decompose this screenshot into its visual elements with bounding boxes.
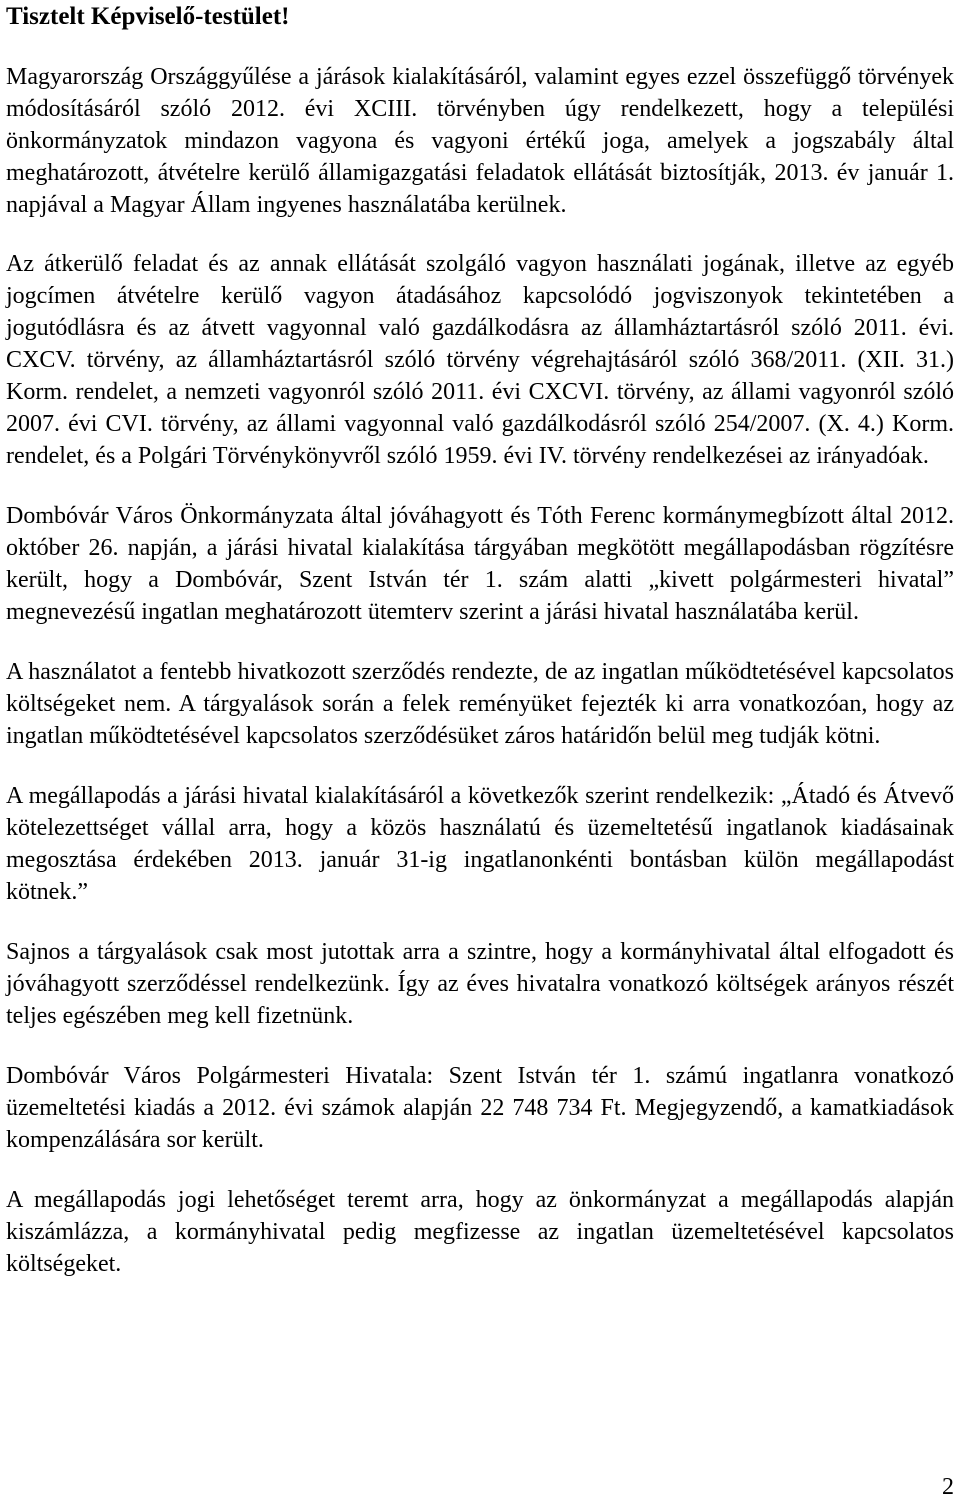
salutation-heading: Tisztelt Képviselő-testület! xyxy=(6,3,290,30)
paragraph-agreement-quote: A megállapodás a járási hivatal kialakításáról a következők szerint rendelkezik: „Átadó és Átvevő kötelezettséget vállal arra, hogy a közös használatú és üzemeltetésű ingatlanok kiadásainak megosztása érdekében 2013. január 31-ig ingatlanonkénti bontásban külön megállapodást kötnek.” xyxy=(6,783,954,905)
paragraph-negotiations: Sajnos a tárgyalások csak most jutottak arra a szintre, hogy a kormányhivatal által elfogadott és jóváhagyott szerződéssel rendelkezünk. Így az éves hivatalra vonatkozó költségek arányos részét teljes egészében meg kell fizetnünk. xyxy=(6,939,954,1029)
page-number: 2 xyxy=(942,1474,954,1500)
paragraph-jarasok-law: Magyarország Országgyűlése a járások kialakításáról, valamint egyes ezzel összefüggő törvények módosításáról szóló 2012. évi XCIII. törvényben úgy rendelkezett, hogy a települési önkormányzatok mindazon vagyona és vagyoni értékű joga, amelyek a jogszabály által meghatározott, átvételre kerülő államigazgatási feladatok ellátását biztosítják, 2013. év január 1. napjával a Magyar Állam ingyenes használatába kerülnek. xyxy=(6,64,954,218)
document-page xyxy=(6,0,954,1280)
paragraph-legal-framework: Az átkerülő feladat és az annak ellátását szolgáló vagyon használati jogának, illetve az egyéb jogcímen átvételre kerülő vagyon átadásához kapcsolódó jogviszonyok tekintetében a jogutódlásra és az átvett vagyonnal való gazdálkodásra az államháztartásról szóló 2011. évi. CXCV. törvény, az államháztartásról szóló törvény végrehajtásáról szóló 368/2011. (XII. 31.) Korm. rendelet, a nemzeti vagyonról szóló 2011. évi CXCVI. törvény, az állami vagyonról szóló 2007. évi CVI. törvény, az állami vagyonnal való gazdálkodásról szóló 254/2007. (X. 4.) Korm. rendelet, és a Polgári Törvénykönyvről szóló 1959. évi IV. törvény rendelkezései az irányadóak. xyxy=(6,251,954,469)
paragraph-agreement: Dombóvár Város Önkormányzata által jóváhagyott és Tóth Ferenc kormánymegbízott által 2012. október 26. napján, a járási hivatal kialakítása tárgyában megkötött megállapodásban rögzítésre került, hogy a Dombóvár, Szent István tér 1. szám alatti „kivett polgármesteri hivatal” megnevezésű ingatlan meghatározott ütemterv szerint a járási hivatal használatába kerül. xyxy=(6,503,954,625)
paragraph-operating-cost: Dombóvár Város Polgármesteri Hivatala: Szent István tér 1. számú ingatlanra vonatkozó üzemeltetési kiadás a 2012. évi számok alapján 22 748 734 Ft. Megjegyzendő, a kamatkiadások kompenzálására sor került. xyxy=(6,1063,954,1153)
paragraph-usage-costs: A használatot a fentebb hivatkozott szerződés rendezte, de az ingatlan működtetésével kapcsolatos költségeket nem. A tárgyalások során a felek reményüket fejezték ki arra vonatkozóan, hogy az ingatlan működtetésével kapcsolatos szerződésüket záros határidőn belül meg tudják kötni. xyxy=(6,659,954,749)
paragraph-billing: A megállapodás jogi lehetőséget teremt arra, hogy az önkormányzat a megállapodás alapján kiszámlázza, a kormányhivatal pedig megfizesse az ingatlan üzemeltetésével kapcsolatos költségeket. xyxy=(6,1187,954,1277)
